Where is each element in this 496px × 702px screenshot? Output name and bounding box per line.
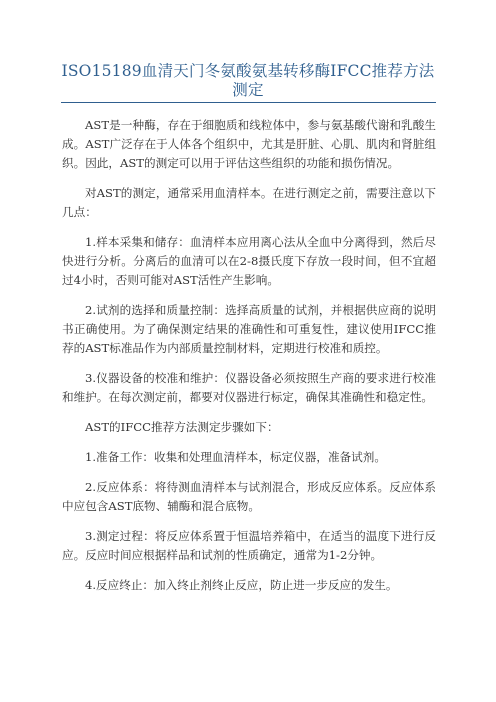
document-title: ISO15189血清天门冬氨酸氨基转移酶IFCC推荐方法测定 (61, 62, 435, 99)
document-body (62, 116, 436, 606)
paragraph-steps-intro: AST的IFCC推荐方法测定步骤如下： (85, 420, 279, 434)
paragraph-step-termination: 4.反应终止：加入终止剂终止反应，防止进一步反应的发生。 (85, 578, 398, 592)
paragraph-reagent-selection: 2.试剂的选择和质量控制：选择高质量的试剂，并根据供应商的说明书正确使用。为了确保测定结果的准确性和可重复性，建议使用IFCC推荐的AST标准品作为内部质量控制材料，定期进行校准和质控。 (62, 303, 436, 355)
paragraph-precautions-intro: 对AST的测定，通常采用血清样本。在进行测定之前，需要注意以下几点： (62, 186, 436, 219)
paragraph-intro: AST是一种酶，存在于细胞质和线粒体中，参与氨基酸代谢和乳酸生成。AST广泛存在于人体各个组织中，尤其是肝脏、心肌、肌肉和肾脏组织。因此，AST的测定可以用于评估这些组织的功能和损伤情况。 (62, 118, 436, 170)
title-divider (61, 102, 436, 103)
paragraph-sample-collection: 1.样本采集和储存：血清样本应用离心法从全血中分离得到，然后尽快进行分析。分离后的血清可以在2-8摄氏度下存放一段时间，但不宜超过4小时，否则可能对AST活性产生影响。 (62, 235, 436, 287)
paragraph-instrument-calibration: 3.仪器设备的校准和维护：仪器设备必须按照生产商的要求进行校准和维护。在每次测定前，都要对仪器进行标定，确保其准确性和稳定性。 (62, 371, 436, 404)
paragraph-step-measurement: 3.测定过程：将反应体系置于恒温培养箱中，在适当的温度下进行反应。反应时间应根据样品和试剂的性质确定，通常为1-2分钟。 (62, 529, 436, 562)
paragraph-step-reaction-system: 2.反应体系：将待测血清样本与试剂混合，形成反应体系。反应体系中应包含AST底物、辅酶和混合底物。 (62, 480, 436, 513)
paragraph-step-preparation: 1.准备工作：收集和处理血清样本，标定仪器，准备试剂。 (85, 450, 386, 464)
